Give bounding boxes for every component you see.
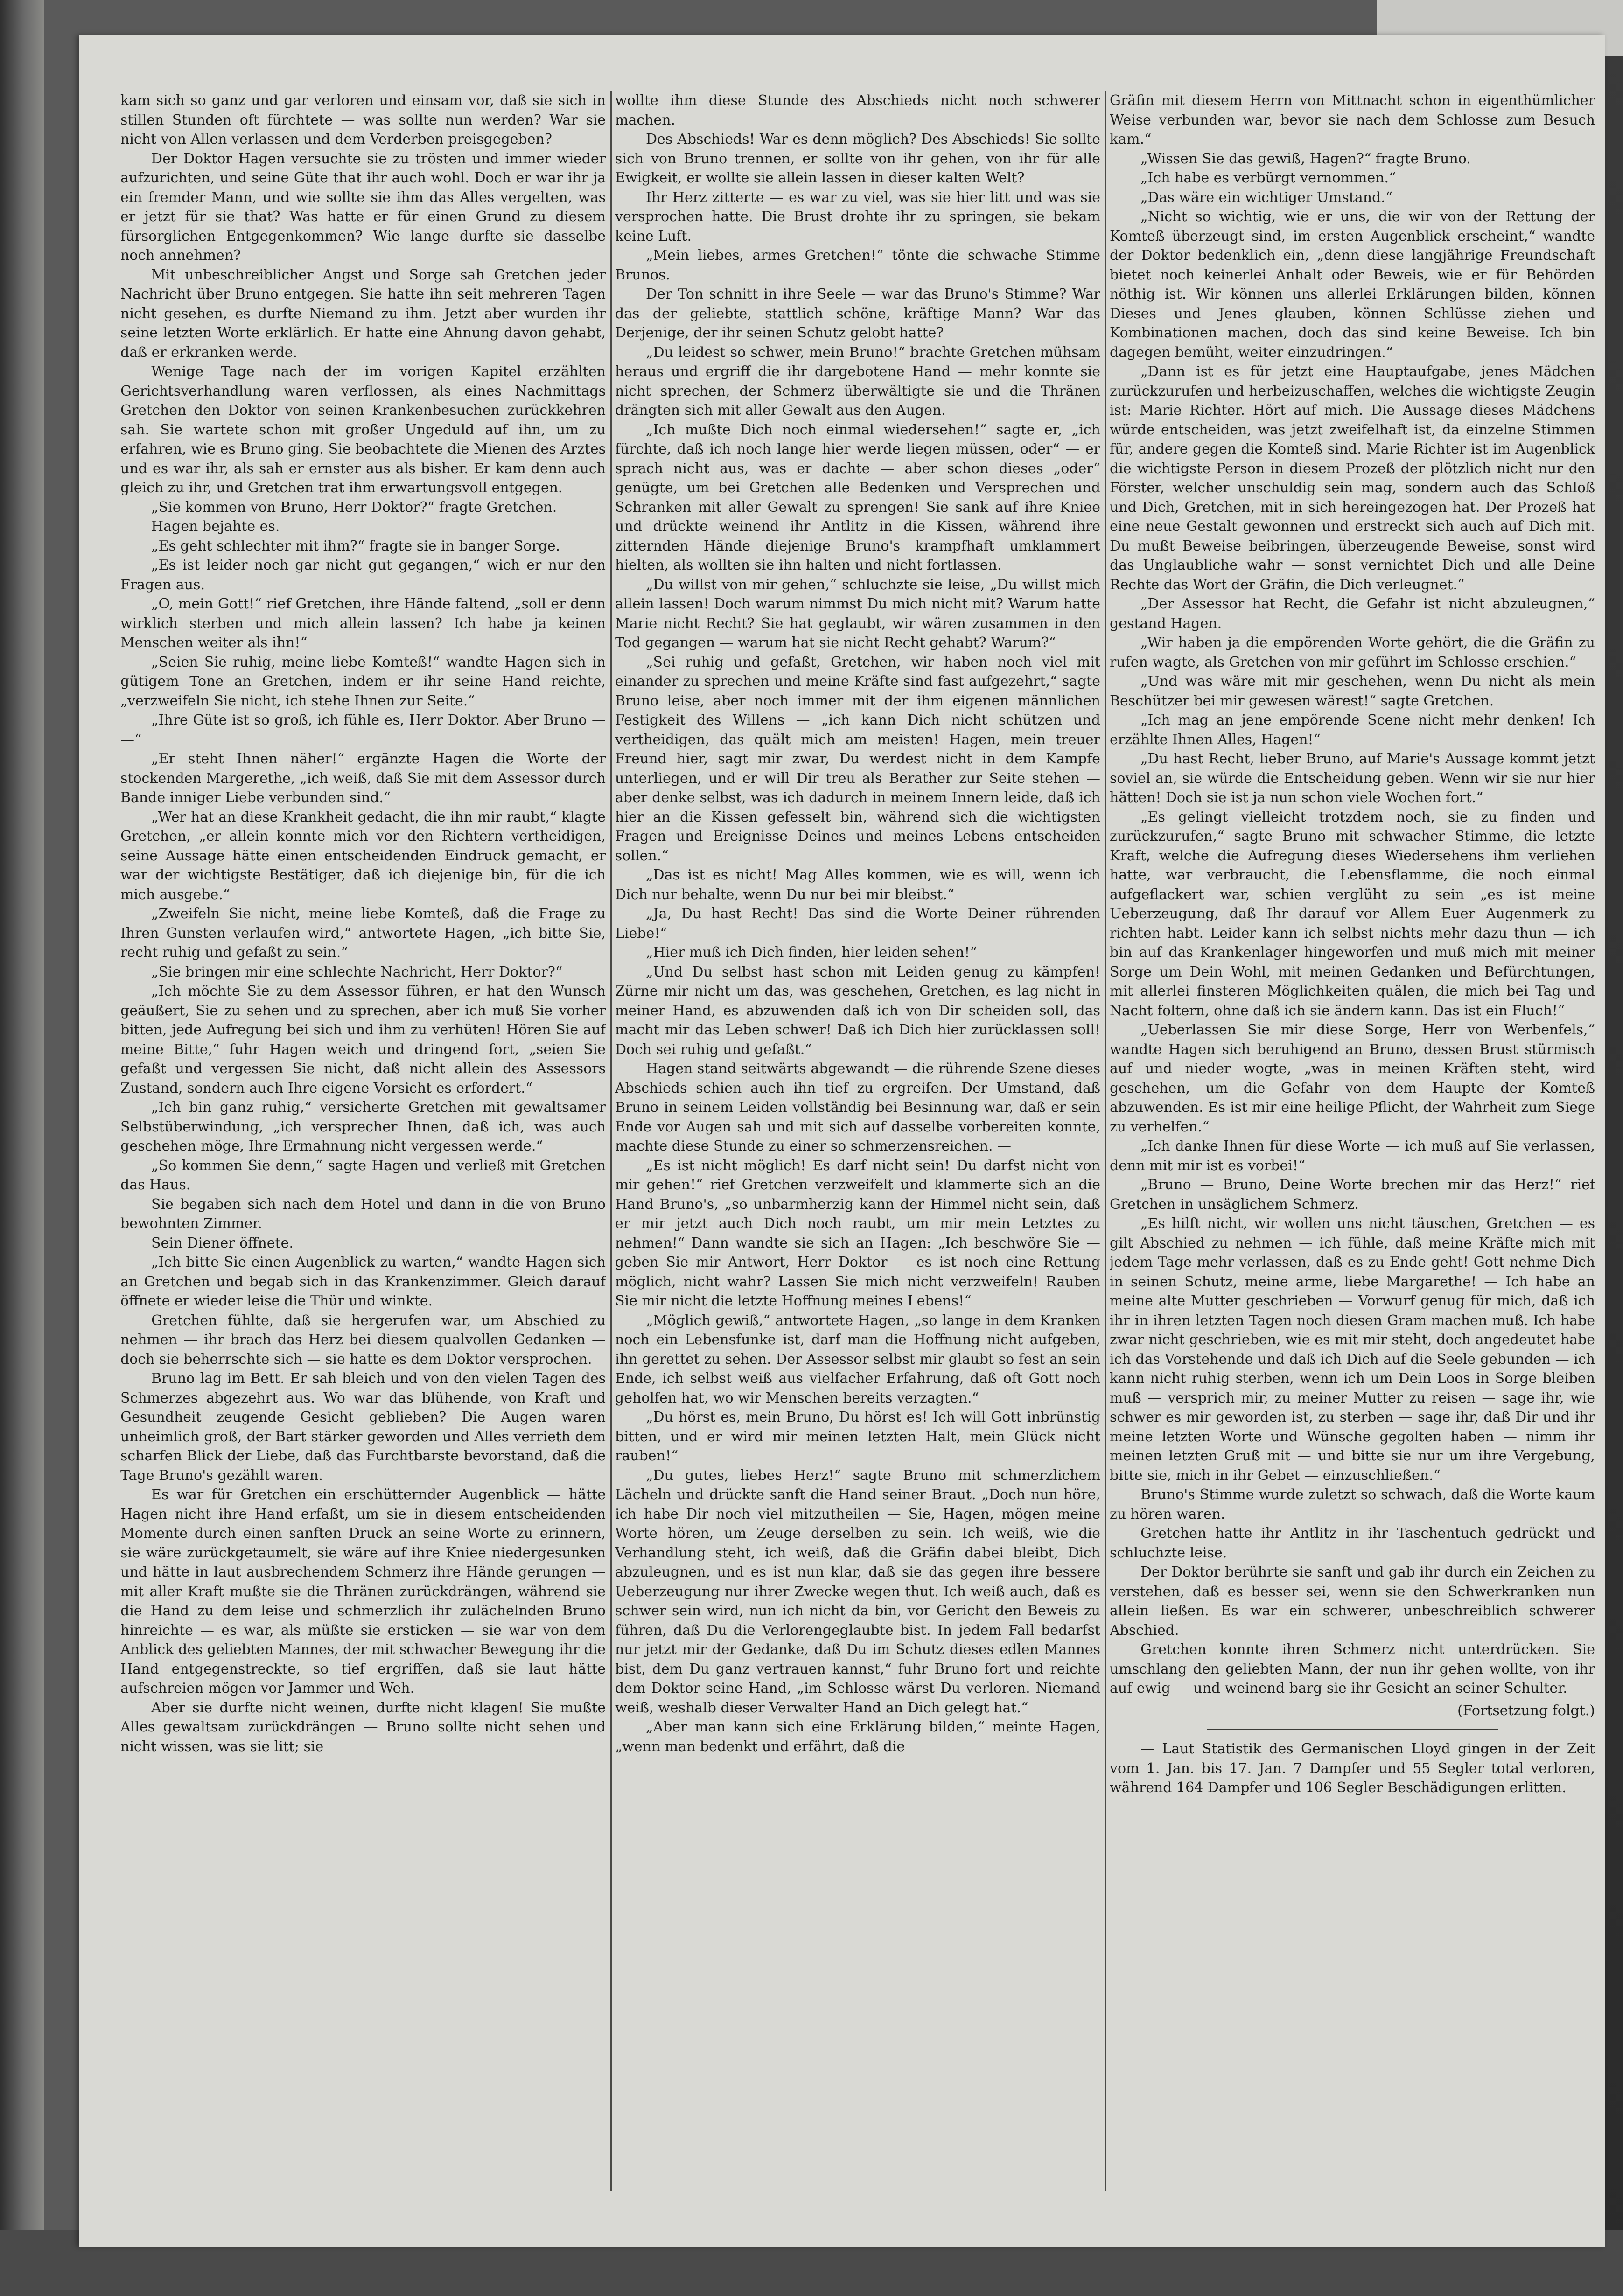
paragraph: Hagen stand seitwärts abgewandt — die rührende Szene dieses Abschieds schien auch ihn tief zu ergreifen. Der Umstand, daß Bruno in seinem Leiden vollständig bei Besinnung war, daß er sein Ende vor Augen sah und mit sich auf dasselbe vorbereiten konnte, machte diese Stunde zu einer so schmerzensreichen. — bbox=[615, 1061, 1100, 1154]
paragraph: „Ich habe es verbürgt vernommen.“ bbox=[1140, 170, 1396, 186]
paragraph: „Möglich gewiß,“ antwortete Hagen, „so lange in dem Kranken noch ein Lebensfunke ist, darf man die Hoffnung nicht aufgeben, ihn gerettet zu sehen. Der Assessor selbst mir glaubt so fest an sein Ende, ich selbst weiß aus vielfacher Erfahrung, daß oft Gott noch geholfen hat, wo wir Menschen bereits verzagten.“ bbox=[615, 1312, 1100, 1406]
paragraph: Wenige Tage nach der im vorigen Kapitel erzählten Gerichtsverhandlung waren verflossen, als eines Nachmittags Gretchen den Doktor von seinen Krankenbesuchen zurückkehren sah. Sie wartete schon mit großer Ungeduld auf ihn, um zu erfahren, wie es Bruno ging. Sie beobachtete die Mienen des Arztes und es war ihr, als sah er ernster aus als bisher. Er kam denn auch gleich zu ihr, und Gretchen trat ihm erwartungsvoll entgegen. bbox=[120, 363, 606, 496]
paragraph: „Sei ruhig und gefaßt, Gretchen, wir haben noch viel mit einander zu sprechen und meine Kräfte sind fast aufgezehrt,“ sagte Bruno leise, aber noch immer mit der ihm eigenen männlichen Festigkeit des Willens — „ich kann Dich nicht schützen und vertheidigen, das quält mich am meisten! Hagen, mein treuer Freund hier, sagt mir zwar, Du werdest nicht in dem Kampfe unterliegen, und er will Dir treu als Berather zur Seite stehen — aber denke selbst, was ich dadurch in meinem Innern leide, daß ich hier an die Kissen gefesselt bin, während sich die wichtigsten Fragen und Ereignisse Deines und meines Lebens entscheiden sollen.“ bbox=[615, 654, 1100, 864]
paragraph: „Sie bringen mir eine schlechte Nachricht, Herr Doktor?“ bbox=[151, 963, 563, 980]
paragraph: Es war für Gretchen ein erschütternder Augenblick — hätte Hagen nicht ihre Hand erfaßt, um sie in diesem entscheidenden Momente durch einen sanften Druck an seine Worte zu erinnern, sie wäre zurückgetaumelt, sie wäre auf ihre Kniee niedergesunken und hätte in laut ausbrechendem Schmerz ihre Hände gerungen — mit aller Kraft mußte sie die Thränen zurückdrängen, während sie die Hand zu dem leise und schmerzlich ihr zulächelnden Bruno hinreichte — es war, als müßte sie ersticken — sie war von dem Anblick des geliebten Mannes, der mit schwacher Bewegung ihr die Hand entgegenstreckte, so tief ergriffen, daß sie laut hätte aufschreien mögen vor Jammer und Weh. — — bbox=[120, 1486, 606, 1696]
paragraph: Bruno's Stimme wurde zuletzt so schwach, daß die Worte kaum zu hören waren. bbox=[1110, 1486, 1595, 1522]
paragraph: Gräfin mit diesem Herrn von Mittnacht schon in eigenthümlicher Weise verbunden war, bevor sie nach dem Schlosse zum Besuch kam.“ bbox=[1110, 92, 1595, 147]
paragraph: „Wer hat an diese Krankheit gedacht, die ihn mir raubt,“ klagte Gretchen, „er allein konnte mich vor den Richtern vertheidigen, seine Aussage hätte einen entscheidenden Eindruck gemacht, er war der wichtigste Bestätiger, daß ich diejenige bin, für die ich mich ausgebe.“ bbox=[120, 809, 606, 903]
paragraph: „Ihre Güte ist so groß, ich fühle es, Herr Doktor. Aber Bruno — —“ bbox=[120, 712, 606, 748]
paragraph: „Ich danke Ihnen für diese Worte — ich muß auf Sie verlassen, denn mit mir ist es vorbei!“ bbox=[1110, 1138, 1595, 1174]
paragraph: „Es hilft nicht, wir wollen uns nicht täuschen, Gretchen — es gilt Abschied zu nehmen — ich fühle, daß meine Kräfte mich mit jedem Tage mehr verlassen, daß es zu Ende geht! Gott nehme Dich in seinen Schutz, meine arme, liebe Margarethe! — Ich habe an meine alte Mutter geschrieben — Vorwurf genug für mich, daß ich ihr in ihren letzten Tagen noch diesen Gram machen muß. Ich habe zwar nicht geschrieben, wie es mit mir steht, doch angedeutet habe ich das Vorstehende und daß ich Dich auf die Seele gebunden — ich kann nicht ruhig sterben, wenn ich um Dein Loos in Sorge bleiben muß — versprich mir, zu meiner Mutter zu reisen — sage ihr, wie schwer es mir geworden ist, zu sterben — sage ihr, daß Dir und ihr meine letzten Worte und Wünsche gegolten haben — nimm ihr meinen letzten Gruß mit — und bitte sie nur um ihre Vergebung, bitte sie, mich in ihr Gebet — einzuschließen.“ bbox=[1110, 1215, 1595, 1484]
paragraph: Aber sie durfte nicht weinen, durfte nicht klagen! Sie mußte Alles gewaltsam zurückdrängen — Bruno sollte nicht sehen und nicht wissen, was sie litt; sie bbox=[120, 1699, 606, 1755]
paragraph: Gretchen fühlte, daß sie hergerufen war, um Abschied zu nehmen — ihr brach das Herz bei diesem qualvollen Gedanken — doch sie beherrschte sich — sie hatte es dem Doktor versprochen. bbox=[120, 1312, 606, 1368]
paragraph: „Und Du selbst hast schon mit Leiden genug zu kämpfen! Zürne mir nicht um das, was geschehen, Gretchen, es lag nicht in meiner Hand, es abzuwenden daß ich von Dir scheiden soll, das macht mir das Leben schwer! Daß ich Dich hier zurücklassen soll! Doch sei ruhig und gefaßt.“ bbox=[615, 963, 1100, 1058]
text-column-1 bbox=[120, 91, 606, 2191]
paragraph: „Aber man kann sich eine Erklärung bilden,“ meinte Hagen, „wenn man bedenkt und erfährt, daß die bbox=[615, 1719, 1100, 1755]
paragraph: „Und was wäre mit mir geschehen, wenn Du nicht als mein Beschützer bei mir gewesen wärest!“ sagte Gretchen. bbox=[1110, 673, 1595, 709]
paragraph: Der Ton schnitt in ihre Seele — war das Bruno's Stimme? War das der geliebte, stattlich schöne, kräftige Mann? War das Derjenige, der ihr seinen Schutz gelobt hatte? bbox=[615, 286, 1100, 341]
paragraph: „Wissen Sie das gewiß, Hagen?“ fragte Bruno. bbox=[1140, 150, 1471, 167]
news-brief: — Laut Statistik des Germanischen Lloyd gingen in der Zeit vom 1. Jan. bis 17. Jan. 7 Dampfer und 55 Segler total verloren, während 164 Dampfer und 106 Segler Beschädigungen erlitten. bbox=[1110, 1741, 1595, 1796]
paragraph: kam sich so ganz und gar verloren und einsam vor, daß sie sich in stillen Stunden oft fürchtete — was sollte nun werden? War sie nicht von Allen verlassen und dem Verderben preisgegeben? bbox=[120, 92, 606, 147]
paragraph: Der Doktor berührte sie sanft und gab ihr durch ein Zeichen zu verstehen, daß es besser sei, wenn sie den Schwerkranken nun allein ließen. Es war ein schwerer, unbeschreiblich schwerer Abschied. bbox=[1110, 1564, 1595, 1639]
paragraph: „Es ist nicht möglich! Es darf nicht sein! Du darfst nicht von mir gehen!“ rief Gretchen verzweifelt und klammerte sich an die Hand Bruno's, „so unbarmherzig kann der Himmel nicht sein, daß er mir jetzt auch Dich noch raubt, um mir mein Letztes zu nehmen!“ Dann wandte sie sich an Hagen: „Ich beschwöre Sie — geben Sie mir Antwort, Herr Doktor — es ist noch eine Rettung möglich, nicht wahr? Lassen Sie mich nicht verzweifeln! Rauben Sie mir nicht die letzte Hoffnung meines Lebens!“ bbox=[615, 1157, 1100, 1309]
paragraph: „Du gutes, liebes Herz!“ sagte Bruno mit schmerzlichem Lächeln und drückte sanft die Hand seiner Braut. „Doch nun höre, ich habe Dir noch viel mitzutheilen — Sie, Hagen, mögen meine Worte hören, um Zeuge derselben zu sein. Ich weiß, wie die Verhandlung steht, ich weiß, daß die Gräfin dabei bleibt, Dich abzuleugnen, und es ist nun klar, daß sie das gegen ihre bessere Ueberzeugung nur ihrer Zwecke wegen thut. Ich weiß auch, daß es schwer sein wird, nun ich nicht da bin, vor Gericht den Beweis zu führen, daß Du die Verlorengeglaubte bist. In jedem Fall bedarfst nur jetzt mir der Gedanke, daß Du im Schutz dieses edlen Mannes bist, dem Du ganz vertrauen kannst,“ fuhr Bruno fort und reichte dem Doktor seine Hand, „im Schlosse wärst Du verloren. Niemand weiß, weshalb dieser Verwalter Hand an Dich gelegt hat.“ bbox=[615, 1467, 1100, 1716]
paragraph: Des Abschieds! War es denn möglich? Des Abschieds! Sie sollte sich von Bruno trennen, er sollte von ihr gehen, von ihr für alle Ewigkeit, er wollte sie allein lassen in dieser kalten Welt? bbox=[615, 131, 1100, 186]
paragraph: Bruno lag im Bett. Er sah bleich und von den vielen Tagen des Schmerzes abgezehrt aus. Wo war das blühende, von Kraft und Gesundheit zeugende Gesicht geblieben? Die Augen waren unheimlich groß, der Bart stärker geworden und Alles verrieth dem scharfen Blick der Liebe, daß das Furchtbarste bevorstand, daß die Tage Bruno's gezählt waren. bbox=[120, 1370, 606, 1484]
paragraph: „Es gelingt vielleicht trotzdem noch, sie zu finden und zurückzurufen,“ sagte Bruno mit schwacher Stimme, die letzte Kraft, welche die Aufregung dieses Wiedersehens ihm verliehen hatte, war verbraucht, die Lebensflamme, die noch einmal aufgeflackert war, schien verglüht zu sein „es ist meine Ueberzeugung, daß Ihr darauf vor Allem Euer Augenmerk zu richten habt. Leider kann ich selbst nichts mehr dazu thun — ich bin auf das Krankenlager hingeworfen und muß mich mit meiner Sorge um Dein Wohl, mit meinen Gedanken und Befürchtungen, mit allerlei finsteren Möglichkeiten quälen, die mich bei Tag und Nacht foltern, ohne daß ich sie ändern kann. Das ist ein Fluch!“ bbox=[1110, 809, 1595, 1019]
paragraph: „Das wäre ein wichtiger Umstand.“ bbox=[1140, 189, 1393, 206]
paragraph: „Du hörst es, mein Bruno, Du hörst es! Ich will Gott inbrünstig bitten, und er wird mir meinen letzten Halt, mein Glück nicht rauben!“ bbox=[615, 1409, 1100, 1464]
paragraph: „Es ist leider noch gar nicht gut gegangen,“ wich er nur den Fragen aus. bbox=[120, 557, 606, 593]
paragraph: „Ja, Du hast Recht! Das sind die Worte Deiner rührenden Liebe!“ bbox=[615, 906, 1100, 942]
paragraph: „Du leidest so schwer, mein Bruno!“ brachte Gretchen mühsam heraus und ergriff die ihr dargebotene Hand — mehr konnte sie nicht sprechen, der Schmerz überwältigte sie und die Thränen drängten sich mit aller Gewalt aus den Augen. bbox=[615, 344, 1100, 419]
paragraph: „O, mein Gott!“ rief Gretchen, ihre Hände faltend, „soll er denn wirklich sterben und mich allein lassen? Ich habe ja keinen Menschen weiter als ihn!“ bbox=[120, 596, 606, 651]
paragraph: „Wir haben ja die empörenden Worte gehört, die die Gräfin zu rufen wagte, als Gretchen von mir geführt im Schlosse erschien.“ bbox=[1110, 635, 1595, 670]
scan-border-left bbox=[0, 0, 44, 2296]
column-rule bbox=[610, 91, 612, 2191]
paragraph: „Sie kommen von Bruno, Herr Doktor?“ fragte Gretchen. bbox=[151, 499, 557, 516]
paragraph: „Dann ist es für jetzt eine Hauptaufgabe, jenes Mädchen zurückzurufen und herbeizuschaffen, welches die wichtigste Zeugin ist: Marie Richter. Hört auf mich. Die Aussage dieses Mädchens würde entscheiden, was jetzt zweifelhaft ist, da einzelne Stimmen für, andere gegen die Komteß sind. Marie Richter ist im Augenblick die wichtigste Person in diesem Prozeß der plötzlich nicht nur den Förster, welcher unschuldig sein mag, sondern auch das Schloß und Dich, Gretchen, mit in sich hereingezogen hat. Der Prozeß hat eine neue Gestalt gewonnen und erstreckt sich auch auf Dich mit. Du mußt Beweise beibringen, überzeugende Beweise, sonst wird das Unglaubliche wahr — sonst vernichtet Dich und alle Deine Rechte das Wort der Gräfin, die Dich verleugnet.“ bbox=[1110, 363, 1595, 593]
continuation-note: (Fortsetzung folgt.) bbox=[1457, 1702, 1595, 1719]
paragraph: „Du willst von mir gehen,“ schluchzte sie leise, „Du willst mich allein lassen! Doch warum nimmst Du mich nicht mit? Warum hatte Marie nicht Recht? Sie hat geglaubt, wir wären zusammen in den Tod gegangen — warum hat sie nicht Recht gehabt? Warum?“ bbox=[615, 576, 1100, 651]
paragraph: „Das ist es nicht! Mag Alles kommen, wie es will, wenn ich Dich nur behalte, wenn Du nur bei mir bleibst.“ bbox=[615, 867, 1100, 903]
text-column-3 bbox=[1110, 91, 1595, 2191]
paragraph: „Mein liebes, armes Gretchen!“ tönte die schwache Stimme Brunos. bbox=[615, 247, 1100, 283]
paragraph: „Bruno — Bruno, Deine Worte brechen mir das Herz!“ rief Gretchen in unsäglichem Schmerz. bbox=[1110, 1177, 1595, 1213]
paragraph: Mit unbeschreiblicher Angst und Sorge sah Gretchen jeder Nachricht über Bruno entgegen. Sie hatte ihn seit mehreren Tagen nicht gesehen, es durfte Niemand zu ihm. Jetzt aber wurden ihr seine letzten Worte erklärlich. Er hatte eine Ahnung davon gehabt, daß er erkranken werde. bbox=[120, 266, 606, 361]
paragraph: „Er steht Ihnen näher!“ ergänzte Hagen die Worte der stockenden Margerethe, „ich weiß, daß Sie mit dem Assessor durch Bande inniger Liebe verbunden sind.“ bbox=[120, 751, 606, 806]
column-rule bbox=[1105, 91, 1106, 2191]
section-divider bbox=[1207, 1729, 1498, 1730]
paragraph: Sein Diener öffnete. bbox=[151, 1235, 294, 1251]
paragraph: „Nicht so wichtig, wie er uns, die wir von der Rettung der Komteß überzeugt sind, im ersten Augenblick erscheint,“ wandte der Doktor bedenklich ein, „denn diese langjährige Freundschaft bietet noch keinerlei Anhalt oder Beweis, wie er für Behörden nöthig ist. Wir können uns allerlei Erklärungen bilden, können Dieses und Jenes glauben, können Schlüsse ziehen und Kombinationen machen, doch das sind keine Beweise. Ich bin dagegen bemüht, weiter einzudringen.“ bbox=[1110, 209, 1595, 361]
paragraph: Der Doktor Hagen versuchte sie zu trösten und immer wieder aufzurichten, und seine Güte that ihr auch wohl. Doch er war ihr ja ein fremder Mann, und wie sollte sie ihm das Alles vergelten, was er jetzt für sie that? Was hatte er für einen Grund zu diesem fürsorglichen Entgegenkommen? Wie lange durfte sie dasselbe noch annehmen? bbox=[120, 150, 606, 264]
paragraph: Gretchen hatte ihr Antlitz in ihr Taschentuch gedrückt und schluchzte leise. bbox=[1110, 1525, 1595, 1561]
paragraph: Hagen bejahte es. bbox=[151, 518, 280, 535]
paragraph: „Ich bin ganz ruhig,“ versicherte Gretchen mit gewaltsamer Selbstüberwindung, „ich versprecher Ihnen, daß ich, was auch geschehen möge, Ihre Ermahnung nicht vergessen werde.“ bbox=[120, 1099, 606, 1154]
paragraph: „Ich mag an jene empörende Scene nicht mehr denken! Ich erzählte Ihnen Alles, Hagen!“ bbox=[1110, 712, 1595, 748]
paragraph: „Hier muß ich Dich finden, hier leiden sehen!“ bbox=[646, 944, 977, 961]
paragraph: „Ich mußte Dich noch einmal wiedersehen!“ sagte er, „ich fürchte, daß ich noch lange hier werde liegen müssen, oder“ — er sprach nicht aus, was er dachte — aber schon dieses „oder“ genügte, um bei Gretchen alle Bedenken und Versprechen und Schranken mit aller Gewalt zu sprengen! Sie sank auf ihre Kniee und drückte weinend ihr Antlitz in die Kissen, während ihre zitternden Hände diejenige Bruno's krampfhaft umklammert hielten, als wollten sie ihn halten und nicht fortlassen. bbox=[615, 421, 1100, 573]
text-column-2 bbox=[615, 91, 1100, 2191]
paragraph: „So kommen Sie denn,“ sagte Hagen und verließ mit Gretchen das Haus. bbox=[120, 1157, 606, 1193]
paragraph: Gretchen konnte ihren Schmerz nicht unterdrücken. Sie umschlang den geliebten Mann, der nun ihr gehen wollte, von ihr auf ewig — und weinend barg sie ihr Gesicht an seiner Schulter. bbox=[1110, 1641, 1595, 1696]
paragraph: Sie begaben sich nach dem Hotel und dann in die von Bruno bewohnten Zimmer. bbox=[120, 1196, 606, 1232]
paragraph: „Der Assessor hat Recht, die Gefahr ist nicht abzuleugnen,“ gestand Hagen. bbox=[1110, 596, 1595, 632]
paragraph: wollte ihm diese Stunde des Abschieds nicht noch schwerer machen. bbox=[615, 92, 1100, 128]
paragraph: Ihr Herz zitterte — es war zu viel, was sie hier litt und was sie versprochen hatte. Die Brust drohte ihr zu springen, sie bekam keine Luft. bbox=[615, 189, 1100, 244]
column-3-body bbox=[1110, 91, 1595, 1698]
paragraph: „Ich bitte Sie einen Augenblick zu warten,“ wandte Hagen sich an Gretchen und begab sich in das Krankenzimmer. Gleich darauf öffnete er wieder leise die Thür und winkte. bbox=[120, 1254, 606, 1309]
paragraph: „Ich möchte Sie zu dem Assessor führen, er hat den Wunsch geäußert, Sie zu sehen und zu sprechen, aber ich muß Sie vorher bitten, jede Aufregung bei sich und ihm zu verhüten! Hören Sie auf meine Bitte,“ fuhr Hagen weich und dringend fort, „seien Sie gefaßt und vergessen Sie nicht, daß nicht allein des Assessors Zustand, sondern auch Ihre eigene Vorsicht es erfordert.“ bbox=[120, 983, 606, 1096]
paragraph: „Ueberlassen Sie mir diese Sorge, Herr von Werbenfels,“ wandte Hagen sich beruhigend an Bruno, dessen Brust stürmisch auf und nieder wogte, „was in meinen Kräften steht, wird geschehen, um die Gefahr von dem Haupte der Komteß abzuwenden. Es ist mir eine heilige Pflicht, der Wahrheit zum Siege zu verhelfen.“ bbox=[1110, 1022, 1595, 1135]
paragraph: „Zweifeln Sie nicht, meine liebe Komteß, daß die Frage zu Ihren Gunsten verlaufen wird,“ antwortete Hagen, „ich bitte Sie, recht ruhig und gefaßt zu sein.“ bbox=[120, 906, 606, 961]
newspaper-page bbox=[79, 35, 1605, 2247]
paragraph: „Du hast Recht, lieber Bruno, auf Marie's Aussage kommt jetzt soviel an, sie würde die Entscheidung geben. Wenn wir sie nur hier hätten! Doch sie ist ja nun schon viele Wochen fort.“ bbox=[1110, 751, 1595, 806]
paragraph: „Es geht schlechter mit ihm?“ fragte sie in banger Sorge. bbox=[151, 537, 560, 554]
paragraph: „Seien Sie ruhig, meine liebe Komteß!“ wandte Hagen sich in gütigem Tone an Gretchen, indem er ihr seine Hand reichte, „verzweifeln Sie nicht, ich stehe Ihnen zur Seite.“ bbox=[120, 654, 606, 709]
